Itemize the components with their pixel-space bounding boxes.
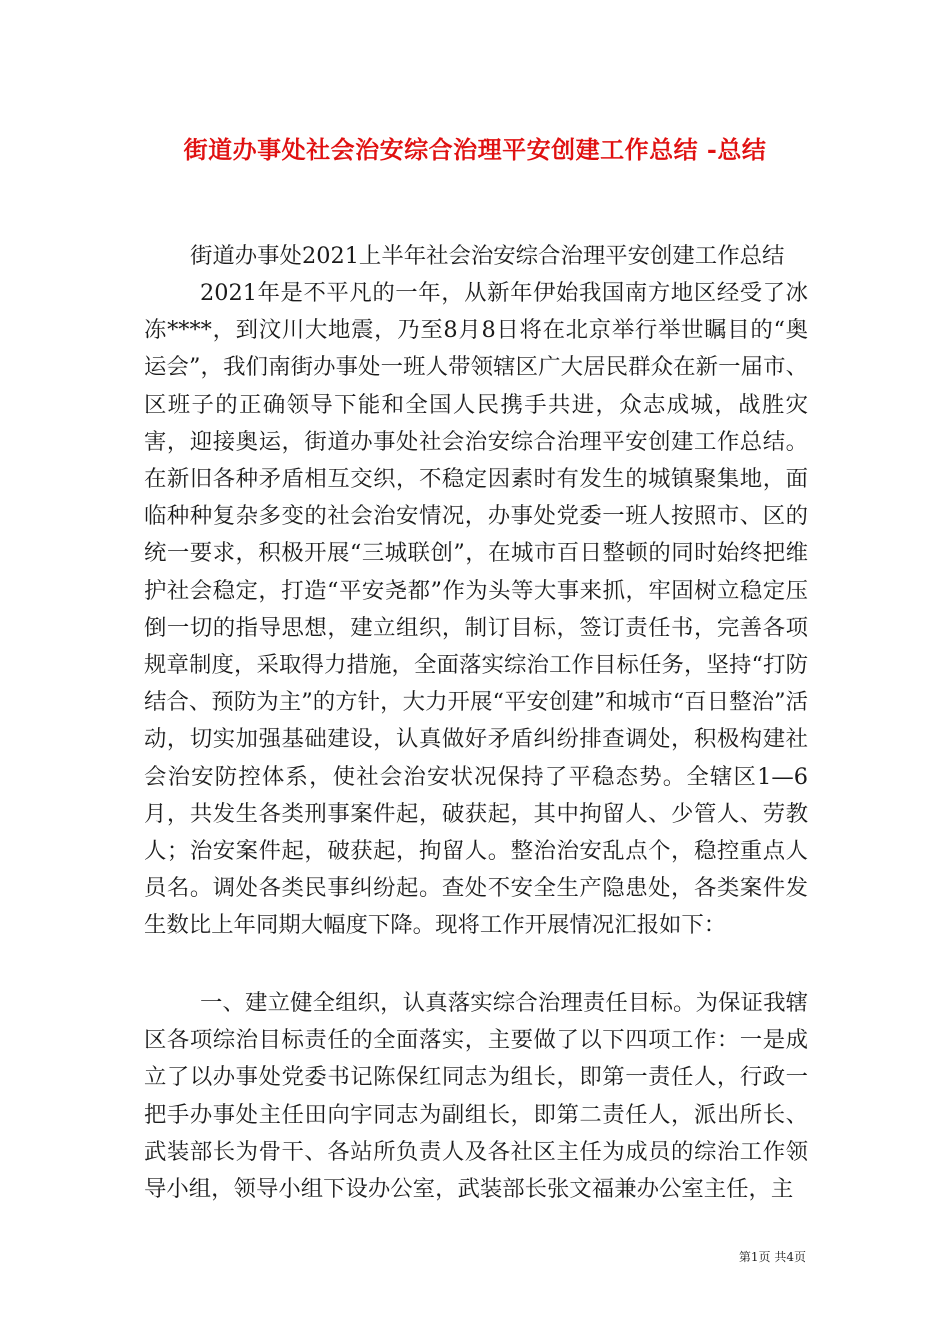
paragraph-intro: 2021年是不平凡的一年，从新年伊始我国南方地区经受了冰冻****，到汶川大地震，乃至8月8日将在北京举行举世瞩目的“奥运会”，我们南街办事处一班人带领辖区广大居民群众在新一届市、区班子的正确领导下能和全国人民携手共进，众志成城，战胜灾害，迎接奥运，街道办事处社会治安综合治理平安创建工作总结。在新旧各种矛盾相互交织，不稳定因素时有发生的城镇聚集地，面临种种复杂多变的社会治安情况，办事处党委一班人按照市、区的统一要求，积极开展“三城联创”，在城市百日整顿的同时始终把维护社会稳定，打造“平安尧都”作为头等大事来抓，牢固树立稳定压倒一切的指导思想，建立组织，制订目标，签订责任书，完善各项规章制度，采取得力措施，全面落实综治工作目标任务，坚持“打防结合、预防为主”的方针，大力开展“平安创建”和城市“百日整治”活动，切实加强基础建设，认真做好矛盾纠纷排查调处，积极构建社会治安防控体系，使社会治安状况保持了平稳态势。全辖区1—6月，共发生各类刑事案件起，破获起，其中拘留人、少管人、劳教人；治安案件起，破获起，拘留人。整治治安乱点个，稳控重点人员名。调处各类民事纠纷起。查处不安全生产隐患处，各类案件发生数比上年同期大幅度下降。现将工作开展情况汇报如下： bbox=[144, 280, 808, 939]
document-title: 街道办事处社会治安综合治理平安创建工作总结 -总结 bbox=[183, 135, 767, 164]
footer-current-page: 1 bbox=[750, 1250, 759, 1264]
footer-prefix: 第 bbox=[738, 1250, 751, 1264]
footer-total-pages: 4 bbox=[786, 1250, 794, 1264]
footer-middle: 页 共 bbox=[758, 1250, 787, 1264]
footer-suffix: 页 bbox=[793, 1250, 806, 1264]
document-subtitle: 街道办事处2021上半年社会治安综合治理平安创建工作总结 bbox=[190, 243, 785, 269]
paragraph-section-one: 一、建立健全组织，认真落实综合治理责任目标。为保证我辖区各项综治目标责任的全面落实，主要做了以下四项工作：一是成立了以办事处党委书记陈保红同志为组长，即第一责任人，行政一把手办事处主任田向宇同志为副组长，即第二责任人，派出所长、武装部长为骨干、各站所负责人及各社区主任为成员的综治工作领导小组，领导小组下设办公室，武装部长张文福兼办公室主任，主 bbox=[144, 990, 808, 1203]
page-number-footer bbox=[739, 1248, 806, 1265]
